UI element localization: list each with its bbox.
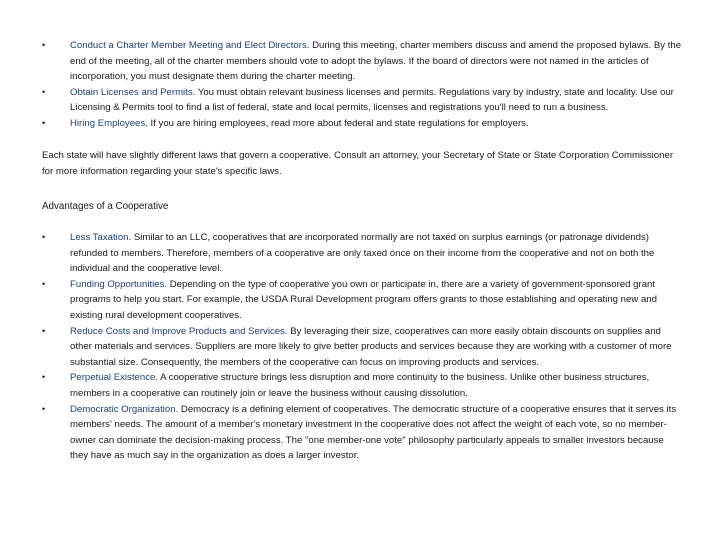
list-item <box>42 116 682 132</box>
list-item <box>42 85 682 116</box>
advantages-list <box>42 230 682 464</box>
list-item <box>42 38 682 85</box>
item-title: Funding Opportunities. <box>70 278 168 290</box>
steps-list <box>42 38 682 132</box>
state-laws-paragraph: Each state will have slightly different laws that govern a cooperative. Consult an attorney, your Secretary of State or State Corporation Commissioner for more information regarding your state's specific laws. <box>42 150 674 177</box>
item-text: You must obtain relevant business licenses and permits. Regulations vary by industry, state and locality. Use our Licensing & Permits tool to find a list of federal, state and local permits, licenses and registrations you'll need to run a business. <box>70 86 674 114</box>
list-item <box>42 230 682 277</box>
item-title: Democratic Organization. <box>70 403 179 415</box>
list-item <box>42 402 682 464</box>
item-text: Democracy is a defining element of cooperatives. The democratic structure of a cooperative ensures that it serves its members' needs. The amount of a member's monetary investment in the cooperative does not affect the weight of each vote, so no member-owner can dominate the decision-making process. The "one member-one vote" philosophy particularly appeals to smaller investors because they have as much say in the organization as does a larger investor. <box>70 403 677 462</box>
item-title: Perpetual Existence. <box>70 372 158 384</box>
bullet-icon: • <box>42 325 46 336</box>
bullet-icon: • <box>42 117 46 128</box>
item-text: If you are hiring employees, read more about federal and state regulations for employers. <box>147 117 529 129</box>
item-title: Less Taxation. <box>70 232 132 243</box>
item-text: Similar to an LLC, cooperatives that are incorporated normally are not taxed on surplus earnings (or patronage dividends) refunded to members. Therefore, members of a cooperative are only taxed once on their income from the cooperative and not on both the individual and the cooperative level. <box>70 232 655 275</box>
item-text: A cooperative structure brings less disruption and more continuity to the business. Unlike other business structures, members in a cooperative can routinely join or leave the business without causing dissolution. <box>70 372 650 399</box>
list-item <box>42 277 682 324</box>
item-text: During this meeting, charter members discuss and amend the proposed bylaws. By the end of the meeting, all of the charter members should vote to adopt the bylaws. If the board of directors were not named in the articles of incorporation, you must designate them during the charter meeting. <box>70 40 682 83</box>
bullet-icon: • <box>42 372 46 383</box>
bullet-icon: • <box>42 232 46 242</box>
item-title: Conduct a Charter Member Meeting and Elect Directors. <box>70 40 310 51</box>
item-title: Hiring Employees. <box>70 117 148 129</box>
list-item <box>42 324 682 371</box>
item-title: Obtain Licenses and Permits. <box>70 86 196 98</box>
item-title: Reduce Costs and Improve Products and Services. <box>70 325 288 337</box>
item-text: Depending on the type of cooperative you own or participate in, there are a variety of government-sponsored grant programs to help you start. For example, the USDA Rural Development program offers grants to those establishing and operating new and existing rural development cooperatives. <box>70 278 657 321</box>
advantages-heading: Advantages of a Cooperative <box>42 201 169 212</box>
bullet-icon: • <box>42 86 46 97</box>
list-item <box>42 370 682 401</box>
bullet-icon: • <box>42 278 46 289</box>
bullet-icon: • <box>42 403 46 414</box>
item-text: By leveraging their size, cooperatives can more easily obtain discounts on supplies and other materials and services. Suppliers are more likely to give better products and services because they are working with a customer of more substantial size. Consequently, the members of the cooperative can focus on improving products and services. <box>70 325 672 368</box>
bullet-icon: • <box>42 40 46 50</box>
